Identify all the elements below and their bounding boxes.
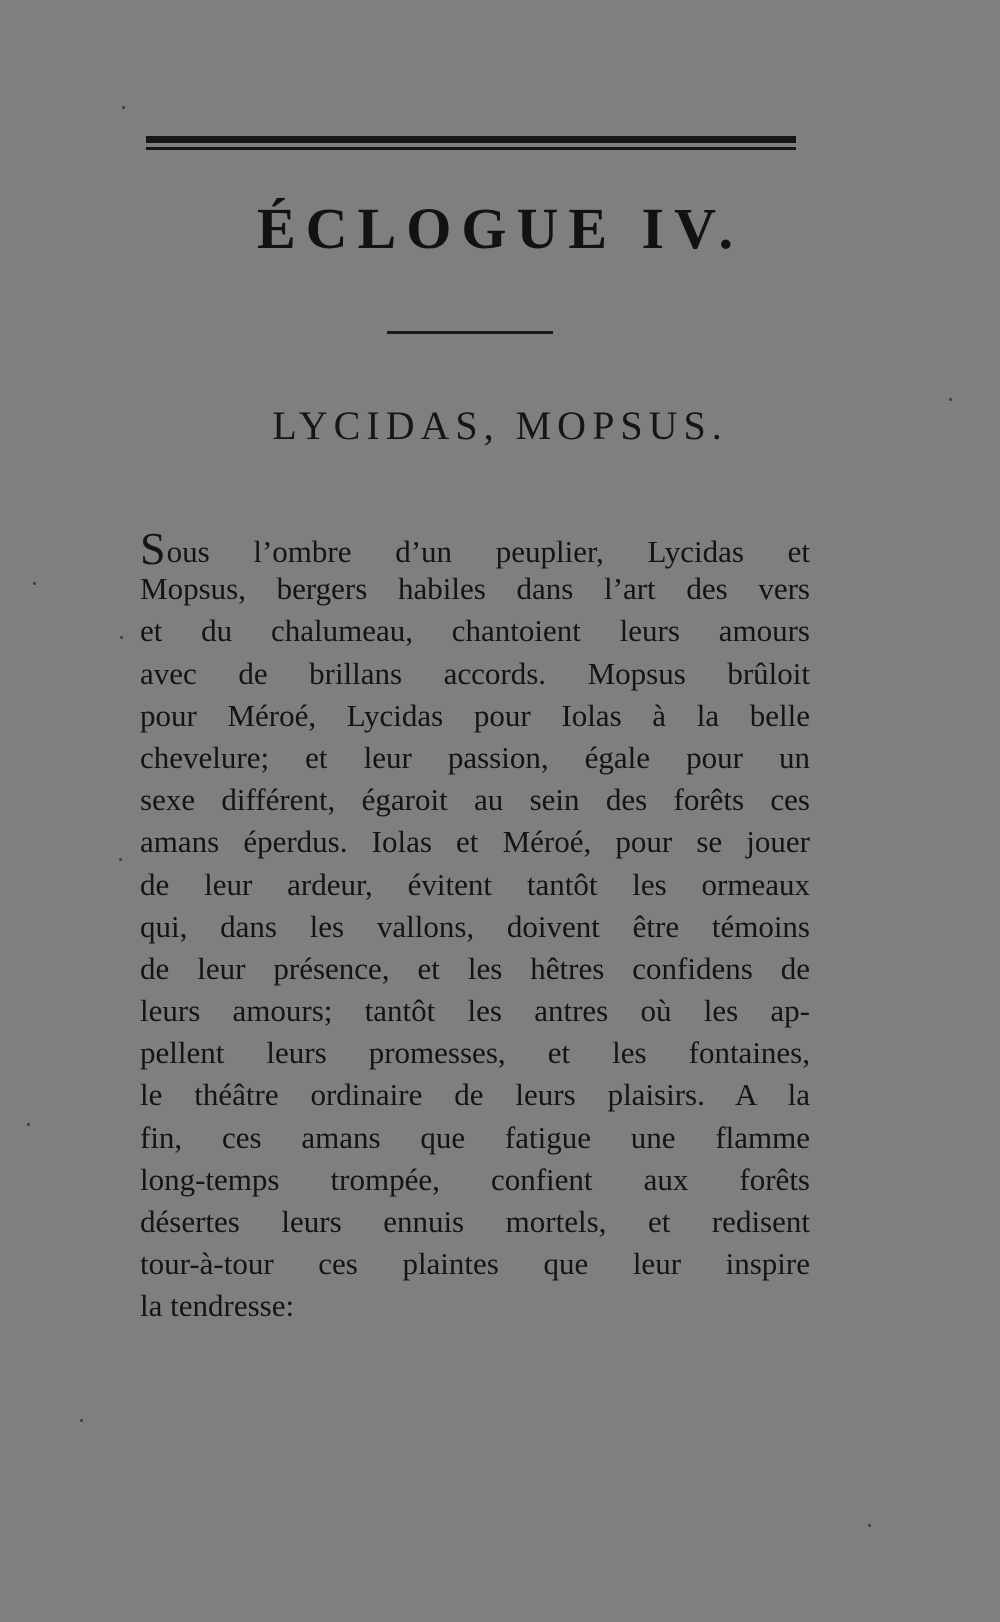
body-line: Mopsus, bergers habiles dans l’art des vers [140, 571, 810, 607]
scan-speck [80, 1419, 83, 1422]
scan-speck [122, 106, 125, 109]
speakers-heading: LYCIDAS, MOPSUS. [272, 403, 728, 448]
body-line: pellent leurs promesses, et les fontaines, [140, 1035, 810, 1071]
body-paragraph [140, 523, 810, 1328]
scan-speck [120, 636, 123, 639]
title-separator-rule [387, 331, 553, 334]
scan-speck [27, 1123, 30, 1126]
body-line: tour-à-tour ces plaintes que leur inspire [140, 1246, 810, 1282]
body-line: la tendresse: [140, 1288, 295, 1324]
body-line: long-temps trompée, confient aux forêts [140, 1161, 810, 1197]
body-line: fin, ces amans que fatigue une flamme [140, 1119, 810, 1155]
body-line: qui, dans les vallons, doivent être témoins [140, 908, 810, 944]
scan-speck [949, 398, 952, 401]
dropcap-letter: S [140, 523, 166, 574]
body-line: de leur présence, et les hêtres confidens de [140, 950, 810, 986]
chapter-title: ÉCLOGUE IV. [256, 196, 744, 261]
body-line [140, 523, 810, 574]
body-line: le théâtre ordinaire de leurs plaisirs. A la [140, 1077, 810, 1113]
body-line: et du chalumeau, chantoient leurs amours [140, 613, 810, 649]
body-line: pour Méroé, Lycidas pour Iolas à la belle [140, 697, 810, 733]
body-line: de leur ardeur, évitent tantôt les ormeaux [140, 866, 810, 902]
body-line: amans éperdus. Iolas et Méroé, pour se jouer [140, 824, 810, 860]
body-line: sexe différent, égaroit au sein des forêts ces [140, 782, 810, 818]
scan-speck [119, 858, 122, 861]
scan-speck [868, 1524, 871, 1527]
scan-speck [33, 582, 36, 585]
body-line: désertes leurs ennuis mortels, et redisent [140, 1204, 810, 1239]
top-double-rule [146, 136, 796, 143]
body-line-text: ous l’ombre d’un peuplier, Lycidas et [166, 534, 810, 569]
body-line: leurs amours; tantôt les antres où les ap- [140, 993, 810, 1029]
body-line: avec de brillans accords. Mopsus brûloit [140, 655, 810, 691]
body-line: chevelure; et leur passion, égale pour un [140, 739, 810, 775]
